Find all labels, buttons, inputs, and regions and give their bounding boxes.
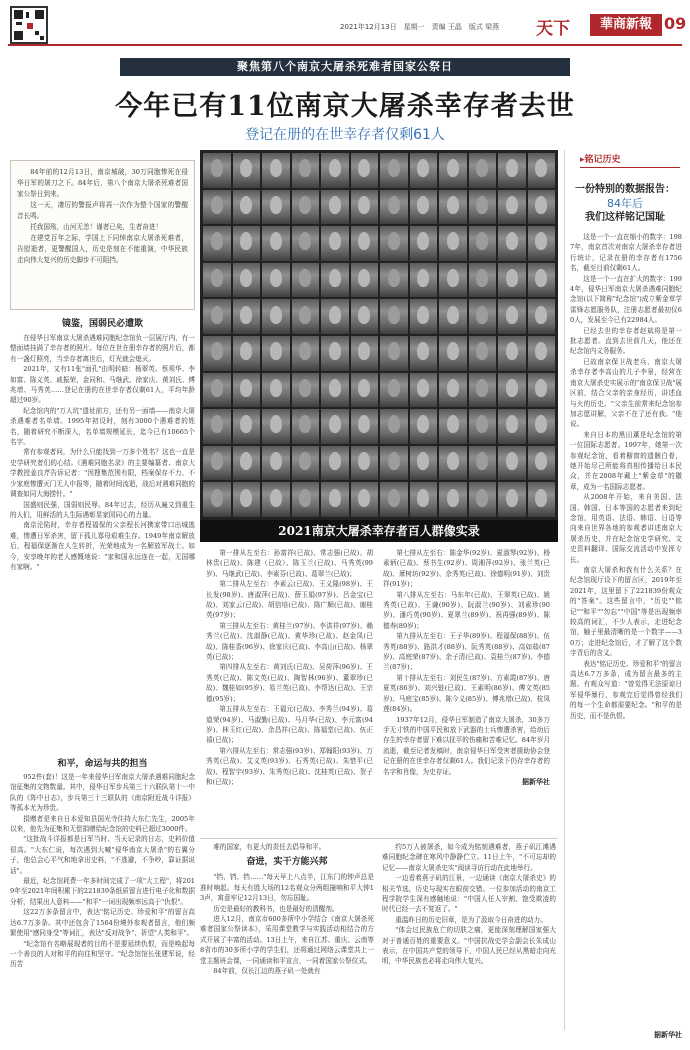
article-paragraph: 这是一个一直在缩小的数字：1987年，南京首次对南京大屠杀幸存者进行统计，记录在册的幸存者有1756名，截至目前仅剩61人。 <box>570 233 682 273</box>
article-paragraph: 这22万多条留言中，表达"铭记历史、珍爱和平"的留言高达6.7万多条。其中还包含了1564份境外参观者留言，他们频繁使用"感同身受"等词汇，表达"反对战争"、祈望"人类和平"。 <box>10 908 195 938</box>
article-paragraph: 难的国家，有更大的责任去倡导和平。 <box>213 843 326 851</box>
survivor-portrait <box>321 446 349 481</box>
article-paragraph: "这批战斗详报都是日军当时、当天记录的日志，史料价值很高。"大东仁说，每次遇到大喊"侵华南京大屠杀"的右翼分子，他总会心平气和地拿出史料，"不逃避，不争吵，靠证据说话"。 <box>10 835 195 875</box>
header-divider <box>8 44 682 46</box>
survivor-portrait <box>351 263 379 298</box>
survivor-portrait <box>410 263 438 298</box>
topic-banner: 聚焦第八个南京大屠杀死难者国家公祭日 <box>120 58 570 76</box>
survivor-portrait <box>203 226 231 261</box>
section-subtitle: 奋进，实干方能兴邦 <box>246 857 328 868</box>
survivor-portrait <box>292 336 320 371</box>
page-subheadline: 登记在册的在世幸存者仅剩61人 <box>245 127 445 143</box>
article-paragraph: 约5万人被屠杀，如今成为铭刻遇难者，燕子矶江滩遇难同胞纪念碑在寒风中静静伫立。11日上午，"不可忘却的记忆——南京大屠杀史实"阅读寻访行动在此地举行。 <box>382 843 556 872</box>
survivor-portrait <box>233 482 261 517</box>
survivor-portrait <box>380 373 408 408</box>
survivor-portrait <box>439 190 467 225</box>
survivor-portrait <box>498 299 526 334</box>
survivor-portrait <box>469 482 497 517</box>
survivor-portrait <box>351 482 379 517</box>
survivor-portrait <box>439 299 467 334</box>
article-paragraph: 84年前，仅长江边的燕子矶一处就有 <box>213 967 321 976</box>
article-column-left-1 <box>10 333 195 753</box>
article-paragraph: "体会过民族危亡的切肤之痛，更能深刻理解国家强大对于普通百姓的重要意义。"中国抗战史学会副会长朱成山表示，在中国共产党的领导下，中国人民已经从黑暗走向光明，中华民族也必将走向伟大复兴。 <box>382 926 556 966</box>
article-paragraph: 一边看着燕子矶的江景，一边诵读《南京大屠杀史》的相关节选，历史与现实在眼前交错。一位参加活动的南京工程学院学生深有感触地说："中国人任人宰割、饱受欺凌的时代已经一去不复返了。" <box>382 874 556 914</box>
section-subtitle: 和平，命运与共的担当 <box>57 759 148 769</box>
survivor-portrait <box>262 226 290 261</box>
name-row: 第八排从左至右：马东年(已故)、王翠英(已故)、姚秀英(已故)、王谦(90岁)、阮淑兰(90岁)、刘素珍(90岁)、潘巧英(90岁)、夏翠兰(89岁)、祝再强(89岁)、陈德寿(89岁)； <box>383 590 550 630</box>
survivor-portrait <box>410 299 438 334</box>
survivor-portrait <box>292 226 320 261</box>
article-paragraph: 来自日本的黑田薰是纪念馆的第一位国际志愿者。1997年，她第一次参观纪念馆，看着橱窗的遗骸白骨，她开始尽己所能将真相传播给日本民众，并在2008年戴上"紫金草"的徽章，成为一名国际志愿者。 <box>570 430 682 491</box>
survivor-portrait <box>410 482 438 517</box>
article-paragraph: "铛、铛、铛……"每天早上八点半，江东门的钟声总是准时响起。每天有胜大场的12名观众分两组撞响和平大钟13声，寓意牢记12月13日，勿忘国耻。 <box>200 873 374 903</box>
survivor-portrait <box>380 226 408 261</box>
survivor-portrait <box>439 336 467 371</box>
article-column-mid-2 <box>382 842 556 1042</box>
survivor-portrait <box>439 153 467 188</box>
survivor-portrait <box>498 226 526 261</box>
article-paragraph: 这是一个一直在扩大的数字：1994年，侵华日军南京大屠杀遇难同胞纪念馆(以下简称"纪念馆")成立紫金草学雷锋志愿服务队，注册志愿者最初仅60人，发展至今已有22984人。 <box>570 274 682 325</box>
survivor-portrait <box>469 409 497 444</box>
survivor-portrait <box>528 263 556 298</box>
article-paragraph: 进入12月，南京市600多所中小学结合《南京大屠杀死难者国家公祭读本》，采用课堂教学与实践活动相结合的方式开展了丰富的活动。13日上午，来自江苏、重庆、云南等8省市的30多所小学的学生们，还将通过网络云课堂共上一堂主题班会课，一同诵读和平宣言，一同着国家公祭仪式。 <box>200 915 374 965</box>
survivor-portrait <box>528 226 556 261</box>
survivor-portrait <box>233 190 261 225</box>
survivor-portrait <box>292 409 320 444</box>
survivor-portrait <box>439 409 467 444</box>
survivor-portrait <box>351 446 379 481</box>
article-column-left-2 <box>10 772 195 1042</box>
survivor-portrait <box>351 299 379 334</box>
article-paragraph: 在侵华日军南京大屠杀遇难同胞纪念馆负一层展厅内，有一整面墙挂满了幸存者的照片。每位在世在册幸存者的照片后，都有一盏灯照亮，当幸存者离世后，灯光就会熄灭。 <box>10 334 195 363</box>
survivor-portrait <box>498 373 526 408</box>
survivor-portrait-grid <box>200 150 558 520</box>
survivor-portrait <box>469 190 497 225</box>
survivor-portrait <box>203 409 231 444</box>
article-paragraph: 南京大屠杀和我有什么关系？在纪念馆现厅设下的留言区，2019年至2021年，这里留下了221839份观众的"答案"。这些留言中，"历史""铭记""和平""勿忘""中国"等是出现频率较高的词汇，不少人表示，走进纪念馆，触子里最清晰的是一个数字——30万；走进纪念馆后，才了解了这个数字背后的含义。 <box>570 566 682 658</box>
survivor-portrait <box>262 190 290 225</box>
survivor-portrait <box>262 263 290 298</box>
survivor-portrait <box>498 153 526 188</box>
survivor-portrait <box>469 299 497 334</box>
article-paragraph: 常有参观者问，为什么只能找到一万多个姓名？这也一直是史学研究者们的心结。《遇难同胞名录》的主要编纂者、南京大学教授姜良芹告诉记者："因搜集范围有限，档案保存不力、不少家庭惨遭灭门无人申报等，随着时间流逝，战后对遇难同胞的调查如同大海捞针。" <box>10 448 195 499</box>
survivor-portrait <box>498 336 526 371</box>
survivor-portrait <box>498 409 526 444</box>
name-row: 第二排从左至右：李素云(已故)、王义隆(98岁)、王长发(98岁)、唐淑萍(已故)、薛玉娟(97岁)、吕金宝(已故)、刘家云(已故)、胡信培(已故)、陈广顺(已故)、谢桂英(97岁)； <box>206 580 373 620</box>
survivor-portrait <box>203 263 231 298</box>
survivor-portrait <box>233 226 261 261</box>
article-paragraph: 纪念馆内的"万人坑"遗址前方，还有另一面墙——南京大屠杀遇难者名单墙。1995年初设时，刻有3000个遇难者的姓名，随着研究不断深入，名单墙规模延长，迄今已有10665个名字。 <box>10 406 195 447</box>
survivor-portrait <box>410 190 438 225</box>
section-name: 天下 <box>536 19 570 39</box>
names-note: 1937年12月，侵华日军制造了南京大屠杀，30多万手无寸铁的中国平民和放下武器的士兵惨遭杀害，给幼后存生的幸存者留下难以抚平的伤痛和苦难记忆。84年岁月流逝，截至记者发稿时，南京侵华日军受害者援助协会登记在册的在世幸存者仅剩61人。我们记录下仍存幸存者的名字和肖像，为史存证。 <box>383 715 550 776</box>
right-credit: 据新华社 <box>654 1031 682 1039</box>
survivor-portrait <box>439 373 467 408</box>
name-row: 第五排从左至右：王福元(已故)、李秀兰(94岁)、葛道荣(94岁)、马淑勤(已故)、马月华(已故)、李元富(94岁)、林玉红(已故)、余昌祥(已故)、陈福堂(已故)、伍正禧(已故)； <box>206 705 373 745</box>
survivor-portrait <box>469 446 497 481</box>
article-column-mid-1 <box>200 842 374 1042</box>
survivor-portrait <box>410 153 438 188</box>
survivor-portrait <box>262 409 290 444</box>
survivor-portrait <box>410 226 438 261</box>
survivor-portrait <box>439 263 467 298</box>
photo-caption: 2021南京大屠杀幸存者百人群像实录 <box>200 520 558 542</box>
article-paragraph: 最近，纪念馆耗费一年多时间完成了一项"大工程"，将2019年至2021年间积累下的221839条纸质留言进行电子化和数据分析，结果出人意料——"和平"一词出现频率远高于"仇恨"。 <box>10 877 195 906</box>
name-row: 第七排从左至右：陈金华(92岁)、夏淑琴(92岁)、杨素炳(已故)、蔡书生(92岁)、周湘萍(92岁)、张兰英(已故)、萧树坊(92岁)、佘秀英(已故)、徐德明(91岁)、刘贵祥(91岁)； <box>383 549 550 589</box>
survivor-portrait <box>321 373 349 408</box>
name-row: 第十排从左至右：刘民生(87岁)、方素霞(87岁)、唐夏英(86岁)、刘兴链(已故)、王素明(86岁)、傅文英(85岁)、马庭宝(85岁)、陈今义(85岁)、傅兆增(已故)、杭凤莲(84岁)。 <box>383 673 550 714</box>
survivor-portrait <box>321 263 349 298</box>
survivor-portrait <box>262 482 290 517</box>
survivor-portrait <box>262 153 290 188</box>
survivor-portrait <box>380 263 408 298</box>
survivor-portrait <box>528 190 556 225</box>
article-paragraph: 2021年，又有11张"面孔"由明转暗：杨翠英、蔡须华、李如富、陈义英、戚振荣、金同和、马继武、徐家庆、黄刘氏、傅兆增、马秀英……登记在册的在世幸存者仅剩61人，平均年龄超过90岁。 <box>10 365 195 405</box>
survivor-portrait <box>469 153 497 188</box>
survivor-portrait <box>292 263 320 298</box>
article-paragraph: 国盛则民强，国弱则民辱。84年过去，经历从遍文到重生的人们，用鲜活的人生际遇彰显家园同心的力量。 <box>10 500 195 519</box>
survivor-portrait <box>321 482 349 517</box>
survivor-portrait <box>321 190 349 225</box>
name-row: 第九排从左至右：王子华(89岁)、程福保(88岁)、伍秀英(88岁)、路洪才(88岁)、阮秀英(88岁)、高如茹(87岁)、高庭荣(87岁)、余子清(已故)、袁桂兰(87岁)、李德兰(87岁)； <box>383 632 550 672</box>
survivor-portrait <box>233 336 261 371</box>
survivor-portrait <box>498 446 526 481</box>
page-number: 09 <box>664 14 687 33</box>
survivor-portrait <box>262 373 290 408</box>
survivor-portrait <box>233 373 261 408</box>
survivor-portrait <box>262 446 290 481</box>
qr-code-icon <box>10 6 48 44</box>
column-tag-label: 铭记历史 <box>584 155 621 165</box>
survivor-portrait <box>351 373 379 408</box>
article-paragraph: "纪念馆有名略展现者的目的不是要延续仇恨，而是唤起每一个善良的人对和平的向往和坚守。"纪念馆馆长张建军说，经历苦 <box>10 939 195 969</box>
survivor-portrait <box>292 190 320 225</box>
survivor-portrait <box>292 153 320 188</box>
survivor-portrait <box>439 446 467 481</box>
name-row: 第四排从左至右：黄刘氏(已故)、吴荷萍(96岁)、王秀英(已故)、陈文英(已故)、陶智林(96岁)、董翠珍(已故)、魏桂如(95岁)、易兰英(已故)、李帮达(已故)、王宗德(95岁)； <box>206 663 373 703</box>
survivor-portrait <box>351 409 379 444</box>
survivor-portrait <box>262 299 290 334</box>
survivor-portrait <box>469 373 497 408</box>
survivor-portrait <box>351 153 379 188</box>
survivor-portrait <box>351 190 379 225</box>
survivor-portrait <box>439 482 467 517</box>
survivor-portrait <box>233 153 261 188</box>
lead-paragraph: 这一天，凄厉的警报声将再一次作为整个国家的警醒音长鸣。 <box>17 201 188 220</box>
survivor-portrait <box>469 226 497 261</box>
survivor-portrait <box>203 336 231 371</box>
names-credit: 据新华社 <box>522 777 550 786</box>
survivor-portrait <box>321 299 349 334</box>
section-divider <box>200 838 558 839</box>
survivor-portrait <box>321 226 349 261</box>
survivor-portrait <box>528 153 556 188</box>
survivor-portrait <box>380 190 408 225</box>
right-column-subtitle: 84年后 <box>607 197 643 210</box>
survivor-portrait <box>203 446 231 481</box>
page-headline: 今年已有11位南京大屠杀幸存者去世 <box>115 91 575 122</box>
survivor-portrait <box>233 263 261 298</box>
survivor-portrait <box>203 190 231 225</box>
lead-paragraph: 在建党百年之际，学国上下同悼南京大屠杀死难者，告慰逝者，更警醒国人，历史是刻在不能重演，中华民族走向伟大复兴的历史脚步不可阻挡。 <box>17 234 188 264</box>
survivor-portrait <box>410 409 438 444</box>
article-paragraph: 952件(套)！这是一年来侵华日军南京大屠杀遇难同胞纪念馆征集的文物数量。其中，侵华日军步兵第三十六联队第十一中队的《阵中日志》，步兵第三十三联队的《南京附近战斗详报》等孤本尤为珍贵。 <box>10 773 195 813</box>
survivor-portrait <box>380 482 408 517</box>
survivor-portrait <box>498 190 526 225</box>
lead-box <box>10 160 195 310</box>
survivor-portrait <box>380 153 408 188</box>
survivor-portrait <box>380 299 408 334</box>
lead-paragraph: 84年前的12月13日，南京城破，30万同胞惨死在侵华日军的屠刀之下。84年后，第八个南京大屠杀死难者国家公祭日到来。 <box>17 168 188 198</box>
survivor-portrait <box>380 446 408 481</box>
survivor-portrait <box>528 446 556 481</box>
survivor-portrait <box>203 299 231 334</box>
article-paragraph: 表达"铭记历史、珍爱和平"的留言高达6.7万多条，成为留言最多的主题。有观众写道："曾觉得无法原谅日军侵华暴行，参观完后觉得曾经我们的每一个生命都需要纪念。"和平的是历史，而不是仇恨。 <box>570 659 682 720</box>
survivor-portrait <box>203 482 231 517</box>
name-row: 第三排从左至右：黄桂兰(97岁)、李洪祥(97岁)、賴秀兰(已故)、沈淑静(已故)、黄华珍(已故)、赵金凤(已故)、陈桂香(96岁)、徐家庆(已故)、李高山(已故)、杨翠英(已故)； <box>206 621 373 662</box>
article-paragraph: 南京沦陷时，幸存者程福保的父亲程长河携家带口出城逃难，惨遭日军杀害，留下孤儿寡母艰难生存。1949年南京解放后，程福保逐渐在人生转折，光荣地成为一名解放军战士。如今，安享晚年的老人感慨地说："家和国永远连在一起，无国哪有家啊。" <box>10 521 195 571</box>
right-article-column <box>570 232 682 1022</box>
survivor-portrait <box>262 336 290 371</box>
survivor-portrait <box>469 336 497 371</box>
survivor-portrait <box>528 482 556 517</box>
article-paragraph: 重温昨日的历史旧章，是为了汲取今日奋进的动力。 <box>395 915 547 924</box>
newspaper-logo: 華商新報 <box>590 14 662 36</box>
survivor-portrait <box>203 373 231 408</box>
survivor-portrait <box>233 299 261 334</box>
survivor-portrait <box>321 336 349 371</box>
survivor-portrait <box>380 409 408 444</box>
column-tag: ▸铭记历史 <box>580 152 680 168</box>
survivor-portrait <box>498 263 526 298</box>
lead-paragraph: 托我国殇，山河无恙！谨者已矣，生者奋进！ <box>30 223 163 231</box>
survivor-portrait <box>292 446 320 481</box>
survivor-portrait <box>410 446 438 481</box>
survivor-portrait <box>528 299 556 334</box>
survivor-portrait <box>528 373 556 408</box>
survivor-portrait <box>498 482 526 517</box>
survivor-portrait <box>321 153 349 188</box>
right-column-title: 一份特别的数据报告： <box>575 184 675 195</box>
date-line: 2021年12月13日 星期一 责编 王晶 版式 梁燕 <box>340 23 500 31</box>
article-paragraph: 捐赠者是来自日本爱知县国光寺住持大东仁先生，2005年以来，他先为征集和无偿捐赠给纪念馆的史料已超过3000件。 <box>10 814 195 834</box>
survivor-portrait <box>292 482 320 517</box>
survivor-portrait <box>233 409 261 444</box>
section-subtitle: 镜鉴，国弱民必遭欺 <box>61 319 143 329</box>
survivor-portrait <box>410 336 438 371</box>
survivor-name-list <box>206 548 550 828</box>
survivor-portrait <box>528 409 556 444</box>
survivor-portrait <box>351 226 379 261</box>
column-divider <box>564 150 565 1030</box>
name-row: 第六排从左至右：常志强(93岁)、郑翰阳(93岁)、万秀英(已故)、艾义英(93岁)、石秀英(已故)、朱惜平(已故)、程智宇(93岁)、朱秀英(已故)、沈桂英(已故)、贺子和(已故)； <box>206 746 373 786</box>
article-paragraph: 已故南京保卫战老兵、南京大屠杀幸存者李高山的儿子李景，经营在南京大屠杀史实展示的"南京保卫战"展区前，结合父亲的亲身经历，讲述血与火的历史。"父亲生前常来纪念馆参加志愿讲解，父亲不在了还有我。"他说。 <box>570 357 682 429</box>
right-column-title-2: 我们这样铭记国耻 <box>585 212 665 223</box>
article-paragraph: 历史是最好的教科书，也是最好的清醒剂。 <box>213 904 339 913</box>
survivor-portrait <box>321 409 349 444</box>
survivor-portrait <box>439 226 467 261</box>
survivor-portrait <box>292 299 320 334</box>
survivor-portrait <box>410 373 438 408</box>
survivor-portrait <box>528 336 556 371</box>
survivor-portrait <box>380 336 408 371</box>
survivor-portrait <box>292 373 320 408</box>
survivor-portrait <box>203 153 231 188</box>
article-paragraph: 已经去世的幸存者赵斌将是第一批志愿者。直到去世前几天，他还在纪念馆内义务服务。 <box>570 326 682 356</box>
name-row: 第一排从左至右：孙富祥(已故)、常志强(已故)、胡林贵(已故)、陈建（已故）、陈玉兰(已故)、马秀英(99岁)、马继武(已故)、李素芬(已故)、葛翠兰(已故)； <box>206 549 373 578</box>
article-paragraph: 从2008年开始，来自美国、法国、韩国、日本等国的志愿者来到纪念馆，用英语、法语、韩语、日语等向来自世界各地的参观者讲述南京大屠杀历史，并在纪念馆史学研究、文史资料翻译、国际交流活动中发挥专长。 <box>570 493 682 564</box>
survivor-portrait <box>351 336 379 371</box>
survivor-portrait <box>469 263 497 298</box>
survivor-portrait <box>233 446 261 481</box>
